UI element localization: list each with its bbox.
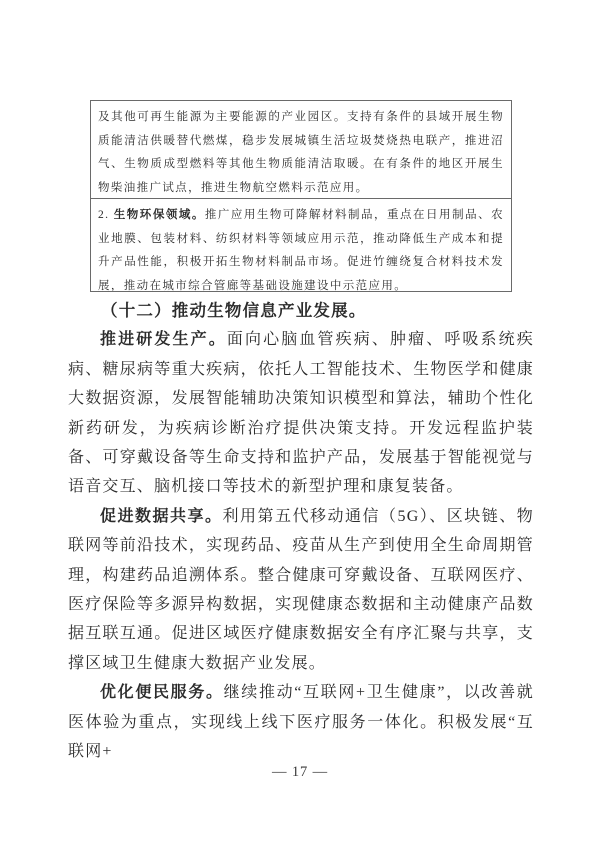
excerpt-paragraph-bioenvironment <box>91 198 511 291</box>
main-content <box>68 296 534 767</box>
paragraph-convenient-services-body: 继续推动“互联网+卫生健康”，以改善就医体验为重点，实现线上线下医疗服务一体化。积极发展“互联网+ <box>68 684 534 761</box>
paragraph-research-production-body: 面向心脑血管疾病、肿瘤、呼吸系统疾病、糖尿病等重大疾病，依托人工智能技术、生物医学和健康大数据资源，发展智能辅助决策知识模型和算法，辅助个性化新药研发，为疾病诊断治疗提供决策支持。开发远程监护装备、可穿戴设备等生命支持和监护产品，发展基于智能视觉与语音交互、脑机接口等技术的新型护理和康复装备。 <box>68 331 534 496</box>
excerpt-paragraph-bioenvironment-text <box>98 209 504 291</box>
paragraph-data-sharing-body: 利用第五代移动通信（5G）、区块链、物联网等前沿技术，实现药品、疫苗从生产到使用全生命周期管理，构建药品追溯体系。整合健康可穿戴设备、互联网医疗、医疗保险等多源异构数据，实现健康态数据和主动健康产品数据互联互通。促进区域医疗健康数据安全有序汇聚与共享，支撑区域卫生健康大数据产业发展。 <box>68 507 534 672</box>
paragraph-research-production <box>68 325 534 501</box>
paragraph-convenient-services <box>68 678 534 766</box>
excerpt-item-body: 推广应用生物可降解材料制品，重点在日用制品、农业地膜、包装材料、纺织材料等领域应用示范，推动降低生产成本和提升产品性能，积极开拓生物材料制品市场。促进竹缠绕复合材料技术发展，推动在城市综合管廊等基础设施建设中示范应用。 <box>98 209 504 291</box>
excerpt-item-number: 2. <box>98 209 114 221</box>
paragraph-data-sharing-lead: 促进数据共享。 <box>100 507 223 525</box>
excerpt-item-lead: 生物环保领域。 <box>113 209 205 221</box>
excerpt-paragraph-bioenergy-text: 及其他可再生能源为主要能源的产业园区。支持有条件的县域开展生物质能清洁供暖替代燃煤，稳步发展城镇生活垃圾焚烧热电联产，推进沼气、生物质成型燃料等其他生物质能清洁取暖。在有条件的地区开展生物柴油推广试点，推进生物航空燃料示范应用。 <box>98 111 504 194</box>
section-heading: （十二）推动生物信息产业发展。 <box>101 301 367 320</box>
paragraph-data-sharing <box>68 502 534 678</box>
excerpt-box <box>90 100 512 292</box>
paragraph-convenient-services-lead: 优化便民服务。 <box>100 684 224 702</box>
paragraph-research-production-lead: 推进研发生产。 <box>100 331 227 349</box>
excerpt-paragraph-bioenergy <box>91 101 511 198</box>
page-number: — 17 — <box>272 764 328 780</box>
